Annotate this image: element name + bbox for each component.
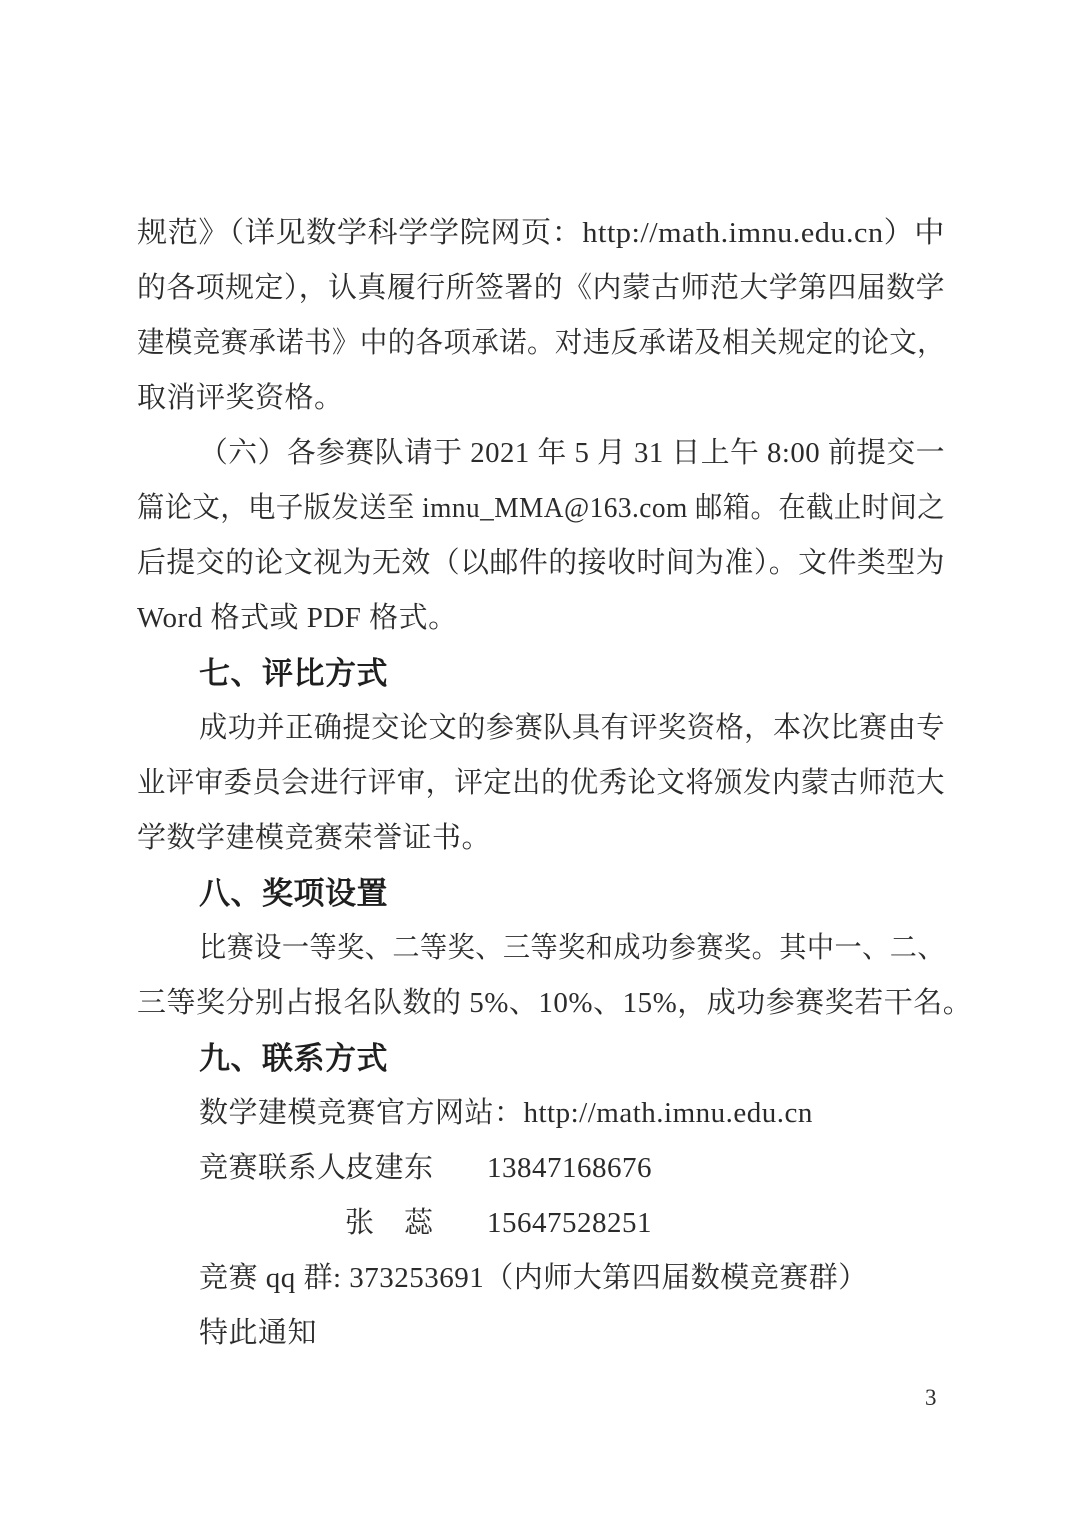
p1-line-3	[137, 316, 945, 371]
document-text-block	[137, 206, 973, 1361]
p3-line-2	[137, 756, 945, 811]
p1-line-2-text: 的各项规定），认真履行所签署的《内蒙古师范大学第四届数学	[137, 272, 945, 304]
closing-line	[137, 1306, 945, 1361]
section-heading-judging	[137, 646, 945, 701]
p4-line-2	[137, 976, 973, 1031]
p1-line-3-text: 建模竞赛承诺书》中的各项承诺。对违反承诺及相关规定的论文，	[137, 327, 945, 359]
p2-line-3-text: 后提交的论文视为无效（以邮件的接收时间为准）。文件类型为	[137, 547, 945, 579]
p4-line-1	[137, 921, 945, 976]
p4-line-2-text: 三等奖分别占报名队数的 5%、10%、15%，成功参赛奖若干名。	[137, 987, 973, 1019]
contact-name-2: 张 蕊	[345, 1207, 434, 1239]
p3-line-3-text: 学数学建模竞赛荣誉证书。	[137, 822, 492, 854]
website-line-text: 数学建模竞赛官方网站：http://math.imnu.edu.cn	[199, 1097, 813, 1129]
p2-line-3	[137, 536, 945, 591]
p3-line-2-text: 业评审委员会进行评审，评定出的优秀论文将颁发内蒙古师范大	[137, 767, 945, 799]
qq-group-line	[137, 1251, 945, 1306]
website-line	[137, 1086, 945, 1141]
p4-line-1-text: 比赛设一等奖、二等奖、三等奖和成功参赛奖。其中一、二、	[199, 932, 945, 964]
section-heading-awards-text: 八、奖项设置	[199, 876, 388, 911]
p1-line-2	[137, 261, 945, 316]
p2-line-2-text: 篇论文，电子版发送至 imnu_MMA@163.com 邮箱。在截止时间之	[137, 492, 945, 524]
contact-name-1: 皮建东	[345, 1152, 434, 1184]
contact-phone-1: 13847168676	[487, 1152, 652, 1184]
p2-line-2	[137, 481, 945, 536]
p2-line-4	[137, 591, 945, 646]
p3-line-3	[137, 811, 945, 866]
section-heading-awards	[137, 866, 945, 921]
section-heading-judging-text: 七、评比方式	[199, 656, 388, 691]
contact-phone-2: 15647528251	[487, 1207, 652, 1239]
p3-line-1	[137, 701, 945, 756]
qq-group-line-text: 竞赛 qq 群: 373253691（内师大第四届数模竞赛群）	[199, 1262, 868, 1294]
p2-line-1	[137, 426, 945, 481]
p2-line-4-text: Word 格式或 PDF 格式。	[137, 602, 458, 634]
p1-line-4	[137, 371, 945, 426]
p1-line-4-text: 取消评奖资格。	[137, 382, 344, 414]
page-number: 3	[925, 1385, 937, 1410]
p2-line-1-text: （六）各参赛队请于 2021 年 5 月 31 日上午 8:00 前提交一	[199, 437, 945, 469]
contact-row-2	[137, 1196, 945, 1251]
section-heading-contact-text: 九、联系方式	[199, 1041, 388, 1076]
contact-row-1	[137, 1141, 945, 1196]
p1-line-1-text: 规范》（详见数学科学学院网页：http://math.imnu.edu.cn）中	[137, 217, 945, 249]
p3-line-1-text: 成功并正确提交论文的参赛队具有评奖资格，本次比赛由专	[199, 712, 945, 744]
closing-line-text: 特此通知	[199, 1317, 318, 1349]
section-heading-contact	[137, 1031, 945, 1086]
contact-label: 竞赛联系人:	[199, 1152, 356, 1184]
p1-line-1	[137, 206, 945, 261]
